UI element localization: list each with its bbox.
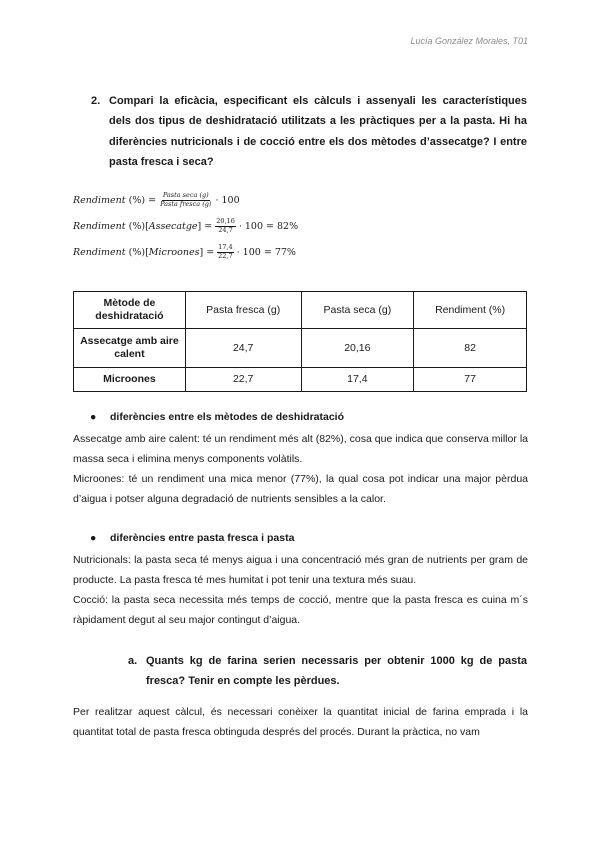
section-2-heading <box>90 532 294 544</box>
table-cell: Assecatge amb aire calent <box>74 329 186 368</box>
formula-fraction <box>215 218 236 234</box>
formula-equals: = <box>148 194 157 206</box>
formula-pct: (%)[ <box>128 246 149 258</box>
table-cell: Microones <box>74 368 186 392</box>
formula-close: ] = <box>199 246 215 258</box>
table-header-cell: Rendiment (%) <box>414 292 527 329</box>
formula-times: · 100 = <box>236 246 272 258</box>
question-2-number: 2. <box>91 95 101 107</box>
formula-method: Assecatge <box>148 220 198 232</box>
table-row <box>74 368 527 392</box>
fraction-numerator: 20,16 <box>216 217 235 225</box>
formula-pct: (%)[ <box>128 220 149 232</box>
formula-yield-microwave <box>73 244 296 260</box>
formula-yield-hot-air <box>73 218 298 234</box>
dehydration-yield-table <box>73 291 527 392</box>
question-2-text: Compari la eficàcia, especificant els càlculs i assenyali les característiques dels dos tipus de deshidratació utilitzats a les pràctiques per a la pasta. Hi ha diferències nutricionals i de cocció entre els dos mètodes d’assecatge? I entre pasta fresca i seca? <box>109 95 527 168</box>
formula-result: 82% <box>277 220 299 232</box>
formula-times: · 100 <box>215 194 240 206</box>
formula-lhs: Rendiment <box>73 220 126 232</box>
table-header-cell: Pasta fresca (g) <box>185 292 301 329</box>
formula-times: · 100 = <box>238 220 274 232</box>
question-a <box>128 651 527 692</box>
formula-fraction <box>217 244 233 260</box>
bullet-icon: ● <box>90 532 97 544</box>
section-2-paragraph-cooking: Cocció: la pasta seca necessita més temps de cocció, mentre que la pasta fresca es cuina m´s ràpidament degut al seu major contingut d’aigua. <box>73 594 528 627</box>
formula-yield-general <box>73 192 240 208</box>
table-cell: 24,7 <box>185 329 301 368</box>
section-1-title: diferències entre els mètodes de deshidratació <box>110 411 345 423</box>
bullet-icon: ● <box>90 411 97 423</box>
section-2-paragraph-nutritional: Nutricionals: la pasta seca té menys aigua i una concentració més gran de nutrients per gram de producte. La pasta fresca té mes humitat i pot tenir una textura més suau. <box>73 554 528 587</box>
fraction-numerator: 17,4 <box>218 243 233 251</box>
fraction-denominator: 24,7 <box>218 225 233 234</box>
table-row <box>74 329 527 368</box>
formula-pct: (%) <box>128 194 146 206</box>
table-cell: 77 <box>414 368 527 392</box>
section-1-heading <box>90 411 344 423</box>
final-paragraph: Per realitzar aquest càlcul, és necessari conèixer la quantitat inicial de farina emprada i la quantitat total de pasta fresca obtinguda després del procés. Durant la pràctica, no vam <box>73 706 528 739</box>
question-a-number: a. <box>128 655 138 667</box>
table-header-row <box>74 292 527 329</box>
formula-fraction <box>159 192 212 208</box>
fraction-denominator: Pasta fresca (g) <box>160 199 212 208</box>
formula-lhs: Rendiment <box>73 246 126 258</box>
formula-method: Microones <box>148 246 200 258</box>
table-cell: 22,7 <box>185 368 301 392</box>
section-2-title: diferències entre pasta fresca i pasta <box>110 532 295 544</box>
question-2 <box>91 91 527 172</box>
formula-lhs: Rendiment <box>73 194 126 206</box>
formula-result: 77% <box>274 246 296 258</box>
table-cell: 17,4 <box>301 368 414 392</box>
page-header-author: Lucía González Morales, T01 <box>410 36 528 46</box>
table-header-cell: Pasta seca (g) <box>301 292 414 329</box>
formula-close: ] = <box>197 220 213 232</box>
question-a-text: Quants kg de farina serien necessaris per obtenir 1000 kg de pasta fresca? Tenir en compte les pèrdues. <box>146 655 527 688</box>
table-cell: 20,16 <box>301 329 414 368</box>
section-1-paragraph-microwave: Microones: té un rendiment una mica menor (77%), la qual cosa pot indicar una major pèrdua d’aigua i potser alguna degradació de nutrients sensibles a la calor. <box>73 473 528 506</box>
table-header-cell: Mètode de deshidratació <box>74 292 186 329</box>
fraction-denominator: 22,7 <box>218 251 233 260</box>
fraction-numerator: Pasta seca (g) <box>162 191 209 199</box>
table-cell: 82 <box>414 329 527 368</box>
section-1-paragraph-hot-air: Assecatge amb aire calent: té un rendiment més alt (82%), cosa que indica que conserva millor la massa seca i elimina menys components volàtils. <box>73 433 528 466</box>
